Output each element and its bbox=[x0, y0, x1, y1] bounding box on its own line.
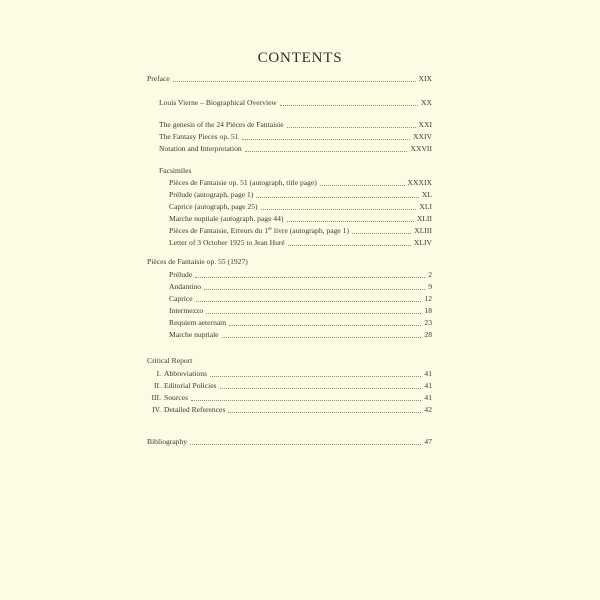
toc-label bbox=[147, 393, 188, 403]
toc-label: Caprice (autograph, page 25) bbox=[169, 202, 258, 211]
toc-entry-facsimile[interactable] bbox=[169, 176, 432, 188]
section-heading-facsimiles: Facsimiles bbox=[159, 166, 192, 175]
leader-dots bbox=[352, 232, 411, 234]
toc-label: Bibliography bbox=[147, 437, 188, 446]
toc-page-number: 41 bbox=[424, 369, 432, 378]
toc-page-number: XXXIX bbox=[407, 178, 432, 187]
toc-label: Prélude (autograph, page 1) bbox=[169, 190, 254, 199]
toc-label: Preface bbox=[147, 74, 170, 83]
toc-entry-piece[interactable] bbox=[169, 292, 432, 304]
toc-page-number: XX bbox=[421, 98, 432, 107]
toc-entry-bibliography[interactable] bbox=[147, 435, 432, 447]
toc-entry-piece[interactable] bbox=[169, 316, 432, 328]
toc-page-number: 47 bbox=[424, 437, 432, 446]
toc-entry-piece[interactable] bbox=[169, 268, 432, 280]
toc-label: Prélude bbox=[169, 270, 193, 279]
toc-entry-biography[interactable] bbox=[159, 96, 432, 108]
toc-page-number: XXIV bbox=[413, 132, 432, 141]
toc-label bbox=[147, 369, 207, 379]
roman-numeral: IV. bbox=[152, 405, 161, 414]
toc-page-number: XLIV bbox=[413, 238, 432, 247]
toc-page-number: 41 bbox=[424, 381, 432, 390]
toc-entry-facsimile[interactable] bbox=[169, 236, 432, 248]
leader-dots bbox=[196, 300, 422, 302]
toc-label: Pièces de Fantaisie op. 51 (autograph, title page) bbox=[169, 178, 317, 187]
toc-label: Intermezzo bbox=[169, 306, 204, 315]
leader-dots bbox=[280, 104, 418, 106]
toc-page-number: 42 bbox=[424, 405, 432, 414]
toc-entry-piece[interactable] bbox=[169, 280, 432, 292]
toc-entry-facsimile[interactable] bbox=[169, 188, 432, 200]
roman-numeral: III. bbox=[151, 393, 161, 402]
leader-dots bbox=[228, 411, 421, 413]
toc-page-number: 18 bbox=[424, 306, 432, 315]
roman-numeral: I. bbox=[156, 369, 161, 378]
leader-dots bbox=[261, 208, 417, 210]
toc-label bbox=[169, 226, 349, 236]
toc-label-text: Sources bbox=[164, 393, 189, 402]
toc-page-number: XXI bbox=[418, 120, 432, 129]
toc-page-number: 41 bbox=[424, 393, 432, 402]
toc-label-text: Editorial Policies bbox=[164, 381, 217, 390]
toc-entry-piece[interactable] bbox=[169, 304, 432, 316]
toc-label-text: Abbreviations bbox=[164, 369, 208, 378]
leader-dots bbox=[195, 276, 425, 278]
toc-label: Marche nuptiale (autograph, page 44) bbox=[169, 214, 284, 223]
toc-label bbox=[147, 381, 217, 391]
toc-page-number: XXVII bbox=[410, 144, 432, 153]
toc-entry-facsimile[interactable] bbox=[169, 212, 432, 224]
toc-label: Letter of 3 October 1925 to Jean Huré bbox=[169, 238, 285, 247]
leader-dots bbox=[173, 80, 416, 82]
leader-dots bbox=[191, 399, 421, 401]
toc-label: Andantino bbox=[169, 282, 202, 291]
toc-entry-report[interactable] bbox=[147, 379, 432, 391]
page-title: CONTENTS bbox=[257, 50, 343, 66]
toc-label bbox=[147, 405, 225, 415]
section-heading-pieces: Pièces de Fantaisie op. 55 (1927) bbox=[147, 257, 248, 266]
toc-page-number: XL bbox=[421, 190, 432, 199]
toc-label: Requiem aeternam bbox=[169, 318, 227, 327]
toc-label-text: Detailed References bbox=[164, 405, 226, 414]
toc-page-number: 2 bbox=[428, 270, 432, 279]
toc-page-number: 28 bbox=[424, 330, 432, 339]
toc-label: Notation and Interpretation bbox=[159, 144, 242, 153]
toc-label: The Fantasy Pieces op. 51 bbox=[159, 132, 239, 141]
section-heading-critical-report: Critical Report bbox=[147, 356, 193, 365]
toc-entry-report[interactable] bbox=[147, 403, 432, 415]
leader-dots bbox=[320, 184, 405, 186]
toc-page-number: XLII bbox=[416, 214, 432, 223]
toc-page-number: XLIII bbox=[414, 226, 432, 235]
toc-entry-genesis[interactable] bbox=[159, 118, 432, 130]
roman-numeral: II. bbox=[154, 381, 161, 390]
toc-page-number: XLI bbox=[419, 202, 432, 211]
toc-label: Marche nuptiale bbox=[169, 330, 219, 339]
leader-dots bbox=[222, 336, 422, 338]
toc-entry-facsimile[interactable] bbox=[169, 224, 432, 236]
leader-dots bbox=[287, 126, 416, 128]
leader-dots bbox=[242, 138, 411, 140]
toc-label: Caprice bbox=[169, 294, 193, 303]
toc-entry-facsimile[interactable] bbox=[169, 200, 432, 212]
toc-label: The genesis of the 24 Pièces de Fantaisie bbox=[159, 120, 284, 129]
toc-entry-report[interactable] bbox=[147, 367, 432, 379]
toc-label: Louis Vierne – Biographical Overview bbox=[159, 98, 277, 107]
toc-entry-piece[interactable] bbox=[169, 328, 432, 340]
leader-dots bbox=[206, 312, 421, 314]
leader-dots bbox=[190, 443, 421, 445]
leader-dots bbox=[210, 375, 421, 377]
toc-entry-report[interactable] bbox=[147, 391, 432, 403]
toc-entry-fantasy-pieces[interactable] bbox=[159, 130, 432, 142]
toc-entry-preface[interactable] bbox=[147, 72, 432, 84]
leader-dots bbox=[229, 324, 421, 326]
toc-page-number: 12 bbox=[424, 294, 432, 303]
toc-label-part: livre (autograph, page 1) bbox=[272, 226, 349, 235]
toc-page-number: 9 bbox=[428, 282, 432, 291]
leader-dots bbox=[288, 244, 411, 246]
toc-entry-notation[interactable] bbox=[159, 142, 432, 154]
leader-dots bbox=[287, 220, 414, 222]
leader-dots bbox=[245, 150, 408, 152]
superscript: er bbox=[268, 227, 273, 232]
leader-dots bbox=[220, 387, 422, 389]
leader-dots bbox=[204, 288, 425, 290]
toc-label-part: Pièces de Fantaisie, Erreurs du 1 bbox=[169, 226, 269, 235]
leader-dots bbox=[256, 196, 419, 198]
toc-page-number: XIX bbox=[418, 74, 432, 83]
toc-page-number: 23 bbox=[424, 318, 432, 327]
